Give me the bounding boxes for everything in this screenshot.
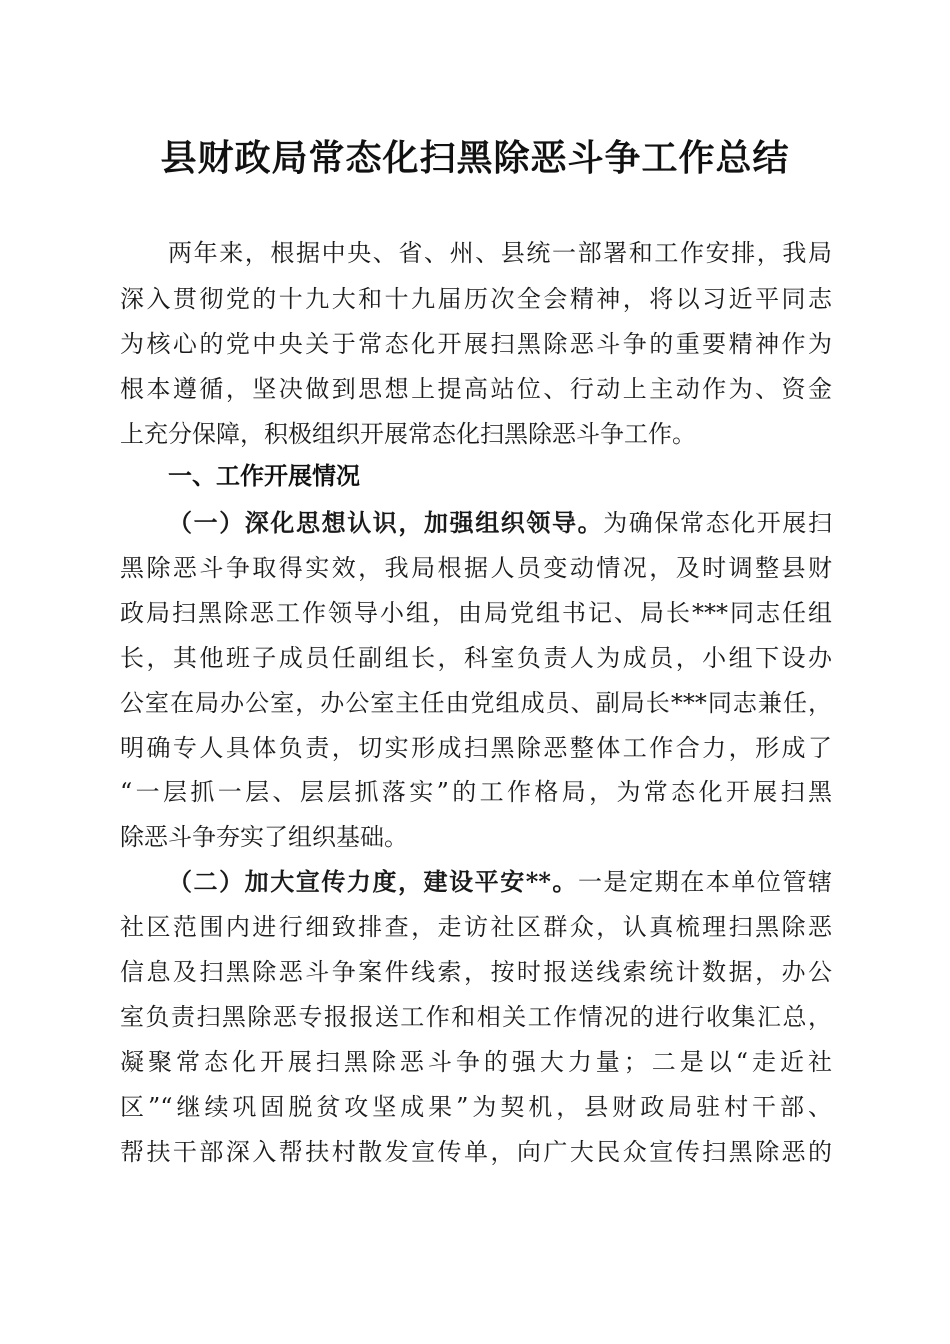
item1-line-8: 除恶斗争夯实了组织基础。 <box>120 823 408 851</box>
item2-line-5: 凝聚常态化开展扫黑除恶斗争的强大力量；二是以“走近社 <box>120 1048 832 1076</box>
item1-line-5: 公室在局办公室，办公室主任由党组成员、副局长***同志兼任， <box>120 689 832 717</box>
item2-line-6: 区”“继续巩固脱贫攻坚成果”为契机，县财政局驻村干部、 <box>120 1093 832 1121</box>
item2-line-2: 社区范围内进行细致排查，走访社区群众，认真梳理扫黑除恶 <box>120 913 832 941</box>
item2-line-3: 信息及扫黑除恶斗争案件线索，按时报送线索统计数据，办公 <box>120 958 832 986</box>
item1-line-2: 黑除恶斗争取得实效，我局根据人员变动情况，及时调整县财 <box>120 554 832 582</box>
item2-lead: （二）加大宣传力度，建设平安**。 <box>168 867 578 896</box>
item1-line-3: 政局扫黑除恶工作领导小组，由局党组书记、局长***同志任组 <box>120 599 832 627</box>
item2-line-7: 帮扶干部深入帮扶村散发宣传单，向广大民众宣传扫黑除恶的 <box>120 1138 832 1166</box>
document-title: 县财政局常态化扫黑除恶斗争工作总结 <box>160 137 790 179</box>
intro-line-3: 为核心的党中央关于常态化开展扫黑除恶斗争的重要精神作为 <box>120 330 832 358</box>
item1-line-1 <box>168 506 832 540</box>
intro-line-2: 深入贯彻党的十九大和十九届历次全会精神，将以习近平同志 <box>120 285 832 313</box>
item1-lead: （一）深化思想认识，加强组织领导。 <box>168 508 604 537</box>
item2-line-1 <box>168 865 832 899</box>
item1-line-4: 长，其他班子成员任副组长，科室负责人为成员，小组下设办 <box>120 644 832 672</box>
intro-line-1: 两年来，根据中央、省、州、县统一部署和工作安排，我局 <box>168 239 832 267</box>
item2-line-4: 室负责扫黑除恶专报报送工作和相关工作情况的进行收集汇总， <box>120 1003 832 1031</box>
intro-line-5: 上充分保障，积极组织开展常态化扫黑除恶斗争工作。 <box>120 420 696 448</box>
item1-line-7: “一层抓一层、层层抓落实”的工作格局，为常态化开展扫黑 <box>120 778 832 806</box>
intro-line-4: 根本遵循，坚决做到思想上提高站位、行动上主动作为、资金 <box>120 375 832 403</box>
section-heading-1: 一、工作开展情况 <box>168 462 360 490</box>
item1-first-rest: 为确保常态化开展扫 <box>603 509 833 537</box>
item1-line-6: 明确专人具体负责，切实形成扫黑除恶整体工作合力，形成了 <box>120 734 832 762</box>
item2-first-rest: 一是定期在本单位管辖 <box>578 868 832 896</box>
